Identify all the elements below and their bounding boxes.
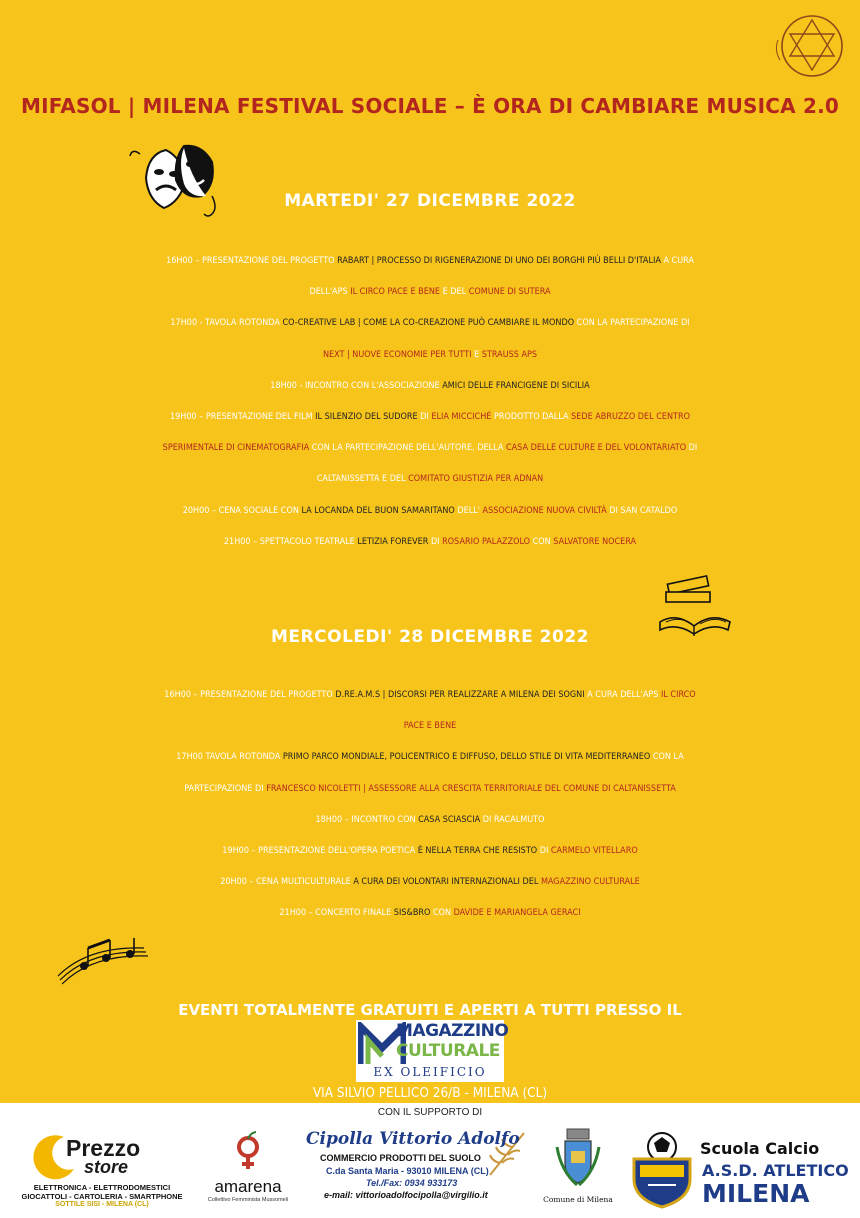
program-line: [0, 375, 860, 397]
cipolla-line3: Tel./Fax: 0934 933173: [366, 1178, 458, 1188]
program-text-segment: PRIMO PARCO MONDIALE, POLICENTRICO E DIFFUSO, DELLO STILE DI VITA MEDITERRANEO: [282, 752, 651, 763]
program-text-segment: D.RE.A.M.S | DISCORSI PER REALIZZARE A MILENA DEI SOGNI: [335, 690, 585, 700]
prezzo-name: Prezzo: [66, 1135, 141, 1161]
program-text-segment: AMICI DELLE FRANCIGENE DI SICILIA: [442, 380, 590, 391]
football-crest-icon: [628, 1129, 696, 1209]
program-text-segment: DI: [686, 443, 698, 454]
day-heading-tuesday: MARTEDI' 27 DICEMBRE 2022: [284, 191, 576, 211]
program-text-segment: CON LA: [650, 752, 684, 763]
program-line: [0, 902, 860, 924]
program-text-segment: CASA DELLE CULTURE E DEL VOLONTARIATO: [505, 443, 687, 454]
venue-address: VIA SILVIO PELLICO 26/B - MILENA (CL): [312, 1085, 548, 1101]
program-line: [0, 500, 860, 522]
program-text-segment: ROSARIO PALAZZOLO: [442, 536, 531, 547]
program-text-segment: DI: [428, 536, 443, 547]
prezzo-line2: GIOCATTOLI - CARTOLERIA - SMARTPHONE: [21, 1192, 183, 1201]
program-text-segment: DELL': [454, 505, 483, 516]
program-text-segment: SEDE ABRUZZO DEL CENTRO: [571, 412, 690, 422]
scuola-line1: Scuola Calcio: [700, 1139, 820, 1158]
program-text-segment: FRANCESCO NICOLETTI | ASSESSORE ALLA CRESCITA TERRITORIALE DEL COMUNE DI CALTANISSETTA: [266, 783, 676, 794]
program-line: [0, 468, 860, 490]
program-text-segment: RABART | PROCESSO DI RIGENERAZIONE DI UNO DEI BORGHI PIÙ BELLI D'ITALIA: [337, 256, 661, 266]
sponsor-footer: [0, 1103, 860, 1218]
sponsor-scuola-calcio: [628, 1127, 856, 1211]
program-text-segment: IL CIRCO PACE E BENE: [350, 287, 441, 298]
program-line: [0, 684, 860, 706]
program-line: [0, 871, 860, 893]
program-text-segment: 20H00 – CENA MULTICULTURALE: [220, 877, 354, 888]
cipolla-line4: e-mail: vittorioadolfocipolla@virgilio.it: [324, 1190, 488, 1200]
program-text-segment: CON: [530, 536, 554, 547]
program-text-segment: DI RACALMUTO: [480, 814, 545, 825]
sponsor-amarena: [200, 1131, 296, 1207]
program-text-segment: 21H00 – CONCERTO FINALE: [279, 908, 394, 919]
program-text-segment: DELL'APS: [309, 287, 351, 298]
program-text-segment: PACE E BENE: [403, 721, 457, 732]
program-text-segment: CON LA PARTECIPAZIONE DELL'AUTORE, DELLA: [309, 443, 506, 454]
sponsor-prezzo-store: [12, 1129, 192, 1209]
program-text-segment: ASSOCIAZIONE NUOVA CIVILTÀ: [482, 505, 607, 516]
prezzo-line1: ELETTRONICA - ELETTRODOMESTICI: [33, 1183, 171, 1192]
program-text-segment: SPERIMENTALE DI CINEMATOGRAFIA: [162, 443, 310, 454]
program-text-segment: DI: [417, 412, 432, 422]
program-line: [0, 250, 860, 272]
program-text-segment: PARTECIPAZIONE DI: [184, 783, 267, 794]
program-text-segment: DAVIDE E MARIANGELA GERACI: [453, 908, 581, 919]
program-text-segment: NEXT | NUOVE ECONOMIE PER TUTTI: [322, 349, 472, 360]
coat-of-arms-icon: [553, 1127, 603, 1191]
program-text-segment: CASA SCIASCIA: [418, 814, 481, 825]
program-text-segment: CALTANISSETTA E DEL: [316, 474, 409, 485]
cipolla-line2: C.da Santa Maria - 93010 MILENA (CL): [326, 1166, 489, 1176]
program-text-segment: A CURA: [660, 256, 694, 266]
program-line: [0, 715, 860, 737]
program-text-segment: CON: [430, 908, 454, 919]
program-text-segment: 18H00 – INCONTRO CON: [315, 814, 419, 825]
program-text-segment: IL CIRCO: [660, 690, 696, 700]
program-line: [0, 809, 860, 831]
prezzo-line3: SOTTILE SISI - MILENA (CL): [55, 1201, 149, 1208]
program-line: [0, 746, 860, 768]
program-line: [0, 531, 860, 553]
amarena-sub: Collettivo Femminista Mussomeli: [207, 1197, 289, 1203]
sponsor-cipolla: [300, 1123, 530, 1213]
program-text-segment: CO-CREATIVE LAB | COME LA CO-CREAZIONE PUÒ CAMBIARE IL MONDO: [282, 318, 575, 329]
program-text-segment: 19H00 – PRESENTAZIONE DEL FILM: [169, 412, 316, 422]
program-text-segment: A CURA DEI VOLONTARI INTERNAZIONALI DEL: [353, 877, 541, 888]
program-text-segment: SALVATORE NOCERA: [553, 536, 637, 547]
page-title: MIFASOL | MILENA FESTIVAL SOCIALE – È ORA DI CAMBIARE MUSICA 2.0: [20, 94, 839, 118]
circular-seal-icon: [772, 10, 850, 82]
program-text-segment: COMITATO GIUSTIZIA PER ADNAN: [408, 474, 544, 485]
program-text-segment: IL SILENZIO DEL SUDORE: [315, 412, 418, 422]
venue-logo-line3: EX OLEIFICIO: [373, 1065, 487, 1079]
program-text-segment: 20H00 – CENA SOCIALE CON: [182, 505, 302, 516]
program-text-segment: 19H00 – PRESENTAZIONE DELL'OPERA POETICA: [222, 846, 418, 856]
scuola-line2: A.S.D. ATLETICO: [702, 1161, 849, 1180]
program-text-segment: E: [471, 349, 482, 360]
program-text-segment: 16H00 – PRESENTAZIONE DEL PROGETTO: [164, 690, 336, 700]
program-text-segment: DI SAN CATALDO: [606, 505, 678, 516]
program-text-segment: 17H00 - TAVOLA ROTONDA: [170, 318, 283, 329]
program-text-segment: COMUNE DI SUTERA: [468, 287, 551, 298]
program-text-segment: ELIA MICCICHÉ: [431, 412, 492, 422]
free-events-notice: EVENTI TOTALMENTE GRATUITI E APERTI A TUTTI PRESSO IL: [178, 1001, 682, 1019]
program-text-segment: 18H00 - INCONTRO CON L'ASSOCIAZIONE: [270, 380, 443, 391]
program-text-segment: PRODOTTO DALLA: [491, 412, 572, 422]
program-line: [0, 437, 860, 459]
venue-logo-line2: CULTURALE: [396, 1041, 500, 1061]
program-text-segment: È NELLA TERRA CHE RESISTO: [417, 846, 538, 856]
cipolla-name: Cipolla Vittorio Adolfo: [306, 1129, 520, 1149]
day-heading-wednesday: MERCOLEDI' 28 DICEMBRE 2022: [271, 627, 589, 647]
program-line: [0, 281, 860, 303]
cipolla-line1: COMMERCIO PRODOTTI DEL SUOLO: [320, 1153, 481, 1163]
program-line: [0, 840, 860, 862]
program-text-segment: CON LA PARTECIPAZIONE DI: [574, 318, 690, 329]
program-text-segment: MAGAZZINO CULTURALE: [540, 877, 640, 888]
scuola-line3: MILENA: [702, 1179, 810, 1208]
program-text-segment: A CURA DELL'APS: [584, 690, 661, 700]
program-text-segment: LETIZIA FOREVER: [357, 536, 429, 547]
program-text-segment: CARMELO VITELLARO: [550, 846, 638, 856]
music-notes-icon: [54, 936, 148, 986]
sponsor-comune: [538, 1127, 618, 1211]
program-text-segment: LA LOCANDA DEL BUON SAMARITANO: [301, 505, 455, 516]
program-line: [0, 406, 860, 428]
prezzo-store-name: store: [84, 1157, 129, 1177]
program-line: [0, 778, 860, 800]
program-line: [0, 344, 860, 366]
comune-name: Comune di Milena: [543, 1195, 613, 1204]
program-text-segment: 16H00 – PRESENTAZIONE DEL PROGETTO: [166, 256, 338, 266]
female-symbol-icon: [233, 1131, 263, 1173]
program-text-segment: E DEL: [440, 287, 469, 298]
program-text-segment: DI: [537, 846, 551, 856]
support-label: CON IL SUPPORTO DI: [377, 1107, 483, 1118]
venue-logo: [356, 1020, 509, 1082]
amarena-name: amarena: [214, 1177, 282, 1196]
program-text-segment: 21H00 – SPETTACOLO TEATRALE: [223, 536, 358, 547]
program-line: [0, 312, 860, 334]
program-text-segment: SIS&BRO: [393, 908, 431, 919]
venue-logo-line1: MAGAZZINO: [396, 1021, 509, 1041]
program-text-segment: 17H00 TAVOLA ROTONDA: [176, 752, 283, 763]
program-text-segment: STRAUSS APS: [481, 349, 538, 360]
